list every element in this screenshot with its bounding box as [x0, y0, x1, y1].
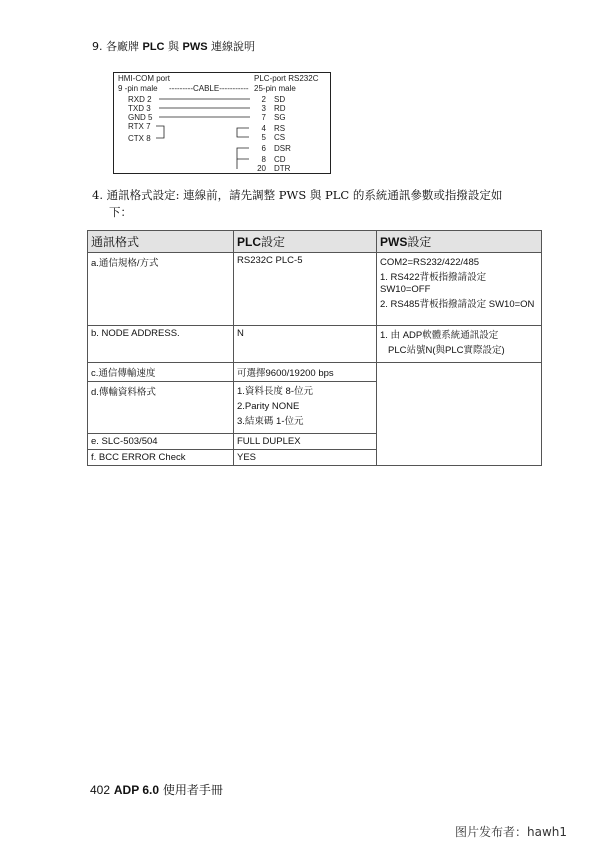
page-footer: 402 ADP 6.0 使用者手冊	[90, 783, 223, 797]
table-header-row	[88, 231, 542, 253]
table-row: a.通信規格/方式 RS232C PLC-5 COM2=RS232/422/485 1. RS422背板指撥請設定 SW10=OFF 2. RS485背板指撥請設定 SW10=ON	[88, 253, 542, 326]
wiring-diagram-svg	[114, 73, 330, 173]
right-pin-number: 2	[261, 95, 266, 104]
right-pin-signal: CD	[274, 155, 286, 164]
cable-label: ---------CABLE-----------	[169, 84, 249, 93]
right-pin-signal: SD	[274, 95, 286, 104]
settings-table	[87, 230, 542, 466]
right-pin-signal: RD	[274, 104, 286, 113]
right-pin-labels	[257, 95, 291, 173]
step-instruction: 4. 通訊格式設定: 連線前，請先調整 PWS 與 PLC 的系統通訊參數或指撥設定如 下：	[92, 188, 503, 219]
left-pin-label: GND 5	[128, 113, 153, 122]
right-pin-signal: DTR	[274, 164, 291, 173]
page-number: 402	[90, 783, 111, 797]
brand-pws: PWS	[182, 41, 208, 53]
loop-rtx-ctx	[156, 126, 164, 138]
table-row: d.傳輸資料格式 1.資料長度 8-位元 2.Parity NONE 3.結束碼 1-位元	[88, 382, 542, 434]
right-pin-number: 4	[261, 124, 266, 133]
right-pin-number: 8	[261, 155, 266, 164]
right-pin-signal: RS	[274, 124, 286, 133]
product-name: ADP 6.0	[113, 783, 159, 797]
left-pin-labels	[128, 95, 153, 143]
pws-empty-cell	[377, 363, 542, 466]
table-row: c.通信傳輸速度 可選擇9600/19200 bps	[88, 363, 542, 382]
table-row: b. NODE ADDRESS. N 1. 由 ADP軟體系統通訊設定 PLC站號N(與PLC實際設定)	[88, 326, 542, 363]
section-number: 9.	[92, 40, 103, 53]
header-format: 通訊格式	[88, 231, 234, 253]
right-pin-number: 3	[261, 104, 266, 113]
right-port-sub: 25-pin male	[254, 84, 296, 93]
left-pin-label: RTX 7	[128, 122, 151, 131]
header-pws: PWS設定	[377, 231, 542, 253]
section-heading: 9. 各廠牌 PLC 與 PWS 連線說明	[92, 40, 256, 53]
left-pin-label: TXD 3	[128, 104, 151, 113]
table-row: e. SLC-503/504 FULL DUPLEX	[88, 434, 542, 450]
right-pin-number: 5	[261, 133, 266, 142]
right-pin-number: 6	[261, 144, 266, 153]
loop-rs-cs	[237, 128, 249, 137]
right-pin-number: 7	[261, 113, 266, 122]
left-pin-label: RXD 2	[128, 95, 152, 104]
right-port-title: PLC-port RS232C	[254, 74, 319, 83]
table-row: f. BCC ERROR Check YES	[88, 450, 542, 466]
left-port-title: HMI-COM port	[118, 74, 170, 83]
wiring-diagram	[113, 72, 331, 174]
watermark: 图片发布者：hawh1	[455, 825, 568, 839]
left-port-sub: 9 -pin male	[118, 84, 158, 93]
right-pin-signal: DSR	[274, 144, 291, 153]
header-plc: PLC設定	[234, 231, 377, 253]
right-pin-signal: CS	[274, 133, 286, 142]
loop-dsr-cd	[237, 148, 249, 159]
left-pin-label: CTX 8	[128, 134, 151, 143]
brand-plc: PLC	[142, 41, 165, 53]
wires	[156, 99, 250, 169]
right-pin-number: 20	[257, 164, 266, 173]
right-pin-signal: SG	[274, 113, 286, 122]
